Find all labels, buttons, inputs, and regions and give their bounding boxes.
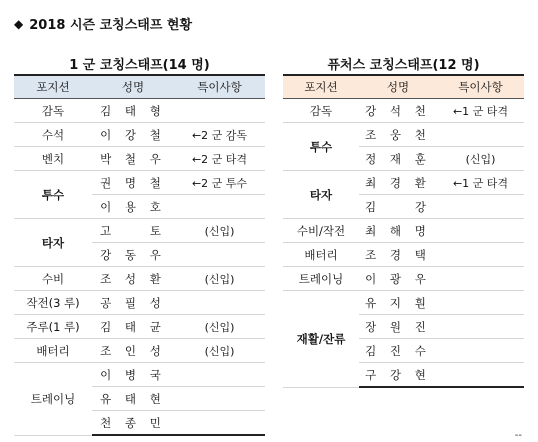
table-row <box>14 339 265 363</box>
position-cell: 벤치 <box>14 147 92 171</box>
first-team-title: 1 군 코칭스태프(14 명) <box>69 58 210 73</box>
diamond-bullet-icon: ◆ <box>14 16 24 31</box>
name-cell: 김 태 균 <box>92 315 174 339</box>
table-row <box>14 219 265 243</box>
note-cell: ←1 군 타격 <box>437 171 524 195</box>
table-row <box>14 171 265 195</box>
name-cell: 유 태 현 <box>92 387 174 411</box>
position-cell: 감독 <box>283 99 359 123</box>
name-cell: 최 해 명 <box>359 219 437 243</box>
name-cell: 조 성 환 <box>92 267 174 291</box>
note-cell <box>437 243 524 267</box>
note-cell <box>437 267 524 291</box>
name-cell: 최 경 환 <box>359 171 437 195</box>
position-cell: 트레이닝 <box>283 267 359 291</box>
header-note: 특이사항 <box>437 75 524 99</box>
note-cell: (신입) <box>174 315 265 339</box>
note-cell <box>174 387 265 411</box>
name-cell: 이 용 호 <box>92 195 174 219</box>
name-cell: 조 경 택 <box>359 243 437 267</box>
name-cell: 장 원 진 <box>359 315 437 339</box>
name-cell: 공 필 성 <box>92 291 174 315</box>
futures-table <box>283 74 524 388</box>
position-cell: 배터리 <box>14 339 92 363</box>
name-cell: 천 종 민 <box>92 411 174 436</box>
table-row <box>14 363 265 387</box>
note-cell <box>174 99 265 123</box>
position-cell: 재활/잔류 <box>283 291 359 388</box>
table-row <box>14 291 265 315</box>
note-cell <box>174 363 265 387</box>
note-cell: ←2 군 투수 <box>174 171 265 195</box>
table-row <box>14 267 265 291</box>
table-row <box>283 99 524 123</box>
position-cell: 주루(1 루) <box>14 315 92 339</box>
name-cell: 조 인 성 <box>92 339 174 363</box>
name-cell: 강 석 천 <box>359 99 437 123</box>
header-name: 성명 <box>359 75 437 99</box>
position-cell: 수비 <box>14 267 92 291</box>
position-cell: 투수 <box>283 123 359 171</box>
table-header-row <box>283 75 524 99</box>
note-cell <box>437 339 524 363</box>
table-row <box>283 171 524 195</box>
position-cell: 배터리 <box>283 243 359 267</box>
header-position: 포지션 <box>14 75 92 99</box>
note-cell <box>174 291 265 315</box>
name-cell: 박 철 우 <box>92 147 174 171</box>
note-cell <box>437 195 524 219</box>
note-cell <box>437 123 524 147</box>
note-cell <box>174 195 265 219</box>
name-cell: 김 강 <box>359 195 437 219</box>
header-note: 특이사항 <box>174 75 265 99</box>
note-cell: (신입) <box>174 339 265 363</box>
name-cell: 구 강 현 <box>359 363 437 388</box>
table-header-row <box>14 75 265 99</box>
page-title-text: 2018 시즌 코칭스태프 현황 <box>29 18 193 33</box>
name-cell: 김 태 형 <box>92 99 174 123</box>
name-cell: 강 동 우 <box>92 243 174 267</box>
note-cell <box>437 315 524 339</box>
table-row <box>283 291 524 315</box>
position-cell: 수비/작전 <box>283 219 359 243</box>
note-cell: (신입) <box>174 219 265 243</box>
page-title <box>14 14 192 33</box>
name-cell: 권 명 철 <box>92 171 174 195</box>
position-cell: 수석 <box>14 123 92 147</box>
name-cell: 조 웅 천 <box>359 123 437 147</box>
note-cell <box>174 411 265 436</box>
name-cell: 이 광 우 <box>359 267 437 291</box>
name-cell: 고 토 <box>92 219 174 243</box>
table-row <box>14 315 265 339</box>
table-row <box>283 267 524 291</box>
name-cell: 김 진 수 <box>359 339 437 363</box>
table-row <box>283 123 524 147</box>
table-row <box>14 123 265 147</box>
note-cell: ←2 군 감독 <box>174 123 265 147</box>
note-cell <box>437 219 524 243</box>
table-row <box>283 243 524 267</box>
position-cell: 타자 <box>283 171 359 219</box>
note-cell <box>437 291 524 315</box>
name-cell: 정 재 훈 <box>359 147 437 171</box>
position-cell: 타자 <box>14 219 92 267</box>
position-cell: 감독 <box>14 99 92 123</box>
header-position: 포지션 <box>283 75 359 99</box>
first-team-table <box>14 74 265 436</box>
name-cell: 이 병 국 <box>92 363 174 387</box>
table-row <box>283 219 524 243</box>
position-cell: 트레이닝 <box>14 363 92 436</box>
note-cell: ←1 군 타격 <box>437 99 524 123</box>
name-cell: 유 지 훤 <box>359 291 437 315</box>
note-cell: (신입) <box>174 267 265 291</box>
name-cell: 이 강 철 <box>92 123 174 147</box>
position-cell: 투수 <box>14 171 92 219</box>
note-cell <box>437 363 524 388</box>
futures-title: 퓨처스 코칭스태프(12 명) <box>327 58 480 73</box>
footer-mark: -- <box>514 430 522 441</box>
note-cell: ←2 군 타격 <box>174 147 265 171</box>
position-cell: 작전(3 루) <box>14 291 92 315</box>
header-name: 성명 <box>92 75 174 99</box>
table-row <box>14 99 265 123</box>
table-row <box>14 147 265 171</box>
note-cell <box>174 243 265 267</box>
note-cell: (신입) <box>437 147 524 171</box>
